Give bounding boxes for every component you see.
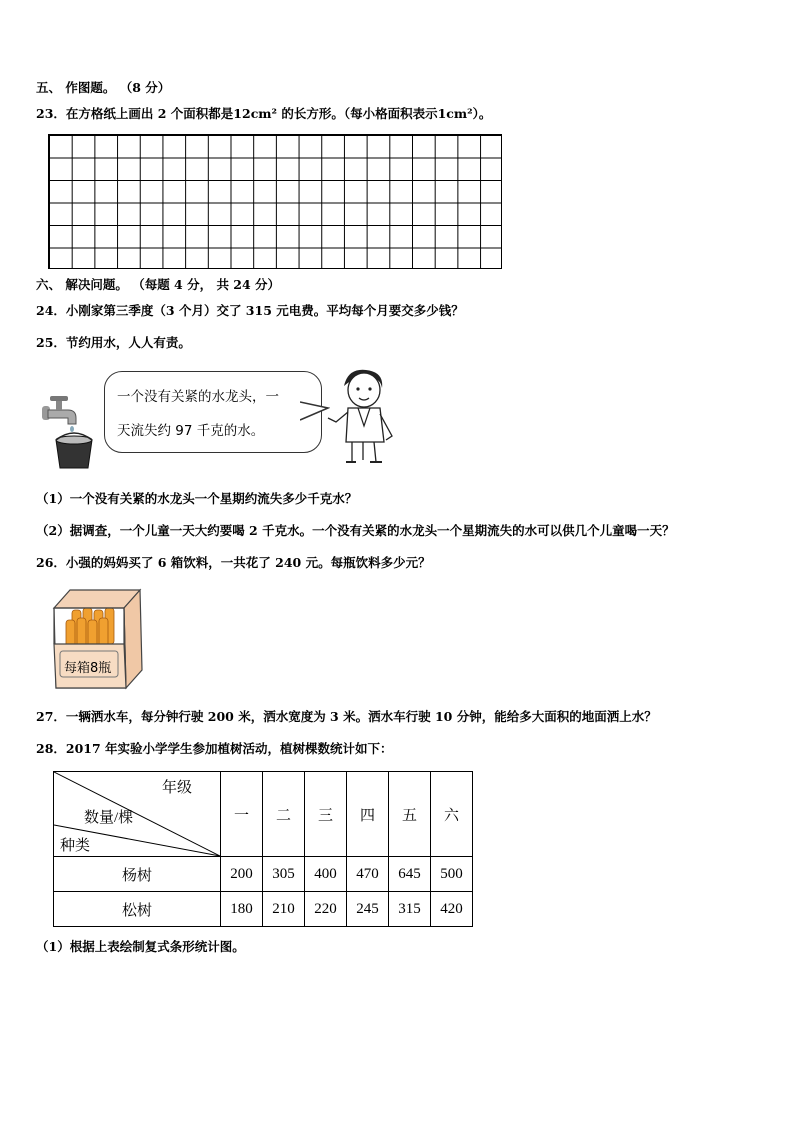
- boy-pointing-icon: [322, 366, 404, 466]
- grade-header: 六: [431, 772, 473, 857]
- table-cell: 400: [305, 857, 347, 892]
- table-header-corner: [54, 772, 221, 857]
- box-label: 每箱8瓶: [64, 661, 112, 676]
- table-row: [54, 857, 473, 892]
- bubble-line-2: 天流失约 97 千克的水。: [117, 423, 265, 439]
- bubble-line-1: 一个没有关紧的水龙头，一: [117, 389, 279, 405]
- question-26: 26．小强的妈妈买了 6 箱饮料，一共花了 240 元。每瓶饮料多少元？: [36, 555, 431, 570]
- question-25: 25．节约用水，人人有责。: [36, 335, 191, 350]
- question-28-sub-1: （1）根据上表绘制复式条形统计图。: [36, 939, 245, 954]
- grade-header: 五: [389, 772, 431, 857]
- table-cell: 210: [263, 892, 305, 927]
- table-cell: 200: [221, 857, 263, 892]
- square-grid[interactable]: [48, 134, 502, 269]
- corner-quantity-label: 数量/棵: [84, 810, 134, 826]
- row-label: 松树: [54, 892, 221, 927]
- grade-header: 二: [263, 772, 305, 857]
- table-cell: 305: [263, 857, 305, 892]
- table-cell: 315: [389, 892, 431, 927]
- row-label: 杨树: [54, 857, 221, 892]
- section-5-heading: 五、 作图题。 （8 分）: [36, 80, 171, 95]
- section-6-heading: 六、 解决问题。 （每题 4 分， 共 24 分）: [36, 277, 281, 292]
- speech-bubble: [104, 371, 322, 453]
- faucet-with-bucket-icon: [38, 392, 104, 472]
- question-25-sub-2: （2）据调查，一个儿童一天大约要喝 2 千克水。一个没有关紧的水龙头一个星期流失的水可以供几个儿童喝一天？: [36, 523, 675, 538]
- corner-grade-label: 年级: [162, 780, 193, 796]
- corner-type-label: 种类: [60, 838, 91, 854]
- table-cell: 420: [431, 892, 473, 927]
- table-cell: 220: [305, 892, 347, 927]
- table-cell: 180: [221, 892, 263, 927]
- grade-header: 一: [221, 772, 263, 857]
- table-cell: 470: [347, 857, 389, 892]
- question-27: 27．一辆洒水车，每分钟行驶 200 米，洒水宽度为 3 米。洒水车行驶 10 分钟，能给多大面积的地面洒上水？: [36, 709, 657, 724]
- table-cell: 500: [431, 857, 473, 892]
- tree-planting-table: [53, 771, 473, 927]
- question-23: 23．在方格纸上画出 2 个面积都是12cm² 的长方形。（每小格面积表示1cm²）。: [36, 106, 492, 121]
- table-cell: 245: [347, 892, 389, 927]
- question-28: 28．2017 年实验小学学生参加植树活动，植树棵数统计如下：: [36, 741, 393, 756]
- table-cell: 645: [389, 857, 431, 892]
- table-row: [54, 892, 473, 927]
- question-24: 24．小刚家第三季度（3 个月）交了 315 元电费。平均每个月要交多少钱？: [36, 303, 464, 318]
- question-25-sub-1: （1）一个没有关紧的水龙头一个星期约流失多少千克水？: [36, 491, 358, 506]
- grade-header: 三: [305, 772, 347, 857]
- grade-header: 四: [347, 772, 389, 857]
